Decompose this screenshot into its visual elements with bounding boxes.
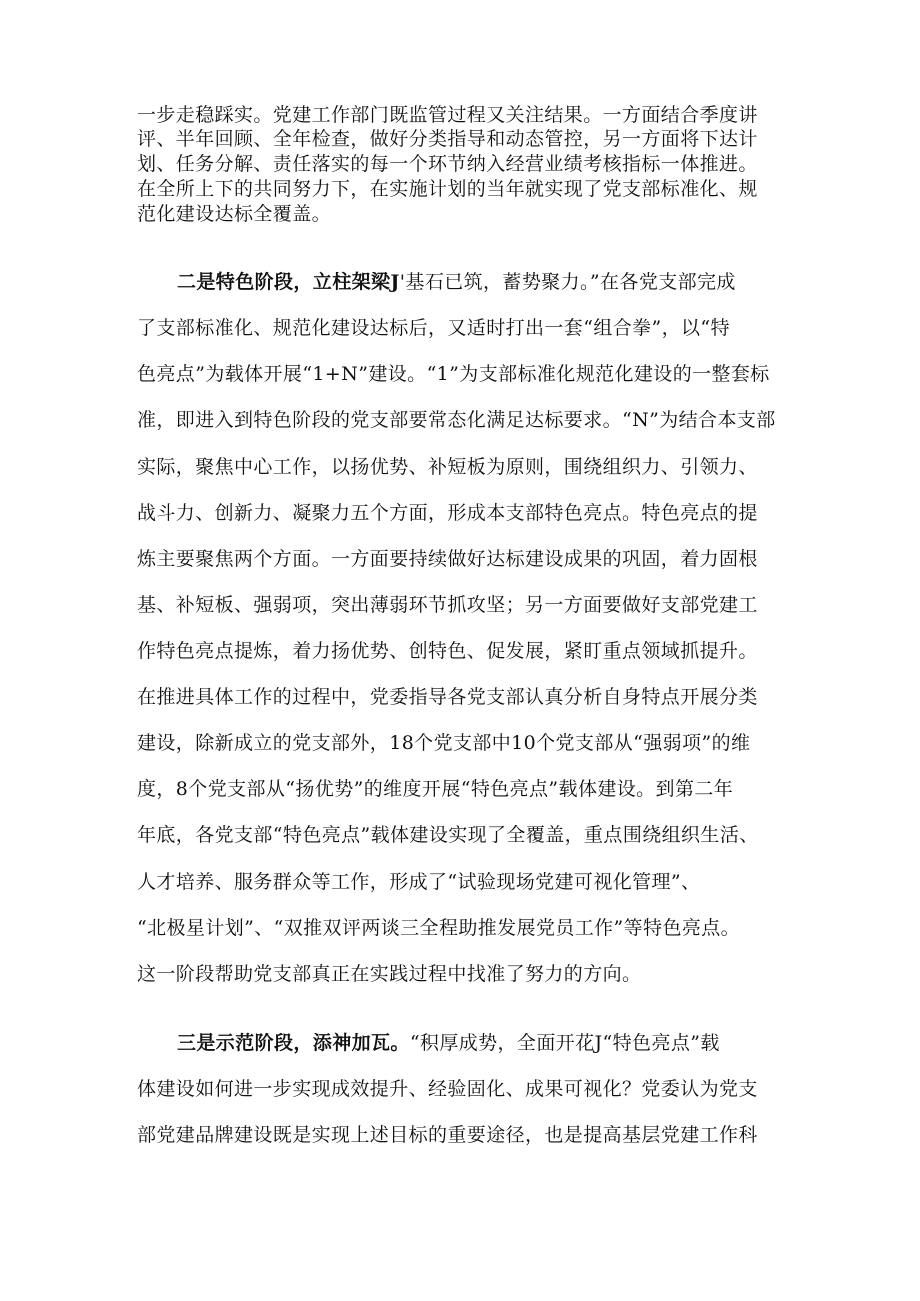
paragraph-2-line: 作特色亮点提炼，着力扬优势、创特色、促发展，紧盯重点领域抓提升。 [137,640,758,662]
paragraph-2-line: 年底，各党支部“特色亮点”载体建设实现了全覆盖，重点围绕组织生活、 [137,824,759,846]
paragraph-2-line: 色亮点”为载体开展“1+N”建设。“1”为支部标准化规范化建设的一整套标 [137,363,770,385]
paragraph-1-line: 评、半年回顾、全年检查，做好分类指导和动态管控，另一方面将下达计 [137,128,758,150]
paragraph-2-line: 准，即进入到特色阶段的党支部要常态化满足达标要求。“N”为结合本支部 [137,409,776,431]
paragraph-1-line: 一步走稳踩实。党建工作部门既监管过程又关注结果。一方面结合季度讲 [137,104,758,126]
paragraph-2-line: 建设，除新成立的党支部外，18个党支部中10个党支部从“强弱项”的维 [137,732,751,754]
paragraph-2-line: 人才培养、服务群众等工作，形成了“试验现场党建可视化管理”、 [137,871,701,893]
paragraph-3-first-line [177,1030,720,1056]
paragraph-1-line: 划、任务分解、责任落实的每一个环节纳入经营业绩考核指标一体推进。 [137,153,758,175]
paragraph-2-line: 度，8个党支部从“扬优势”的维度开展“特色亮点”载体建设。到第二年 [137,778,734,800]
paragraph-2-line: “北极星计划”、“双推双评两谈三全程助推发展党员工作”等特色亮点。 [137,917,741,939]
paragraph-2-first-line [177,269,736,295]
paragraph-2-line: 实际，聚焦中心工作，以扬优势、补短板为原则，围绕组织力、引领力、 [137,456,758,478]
paragraph-3-line: 体建设如何进一步实现成效提升、经验固化、成果可视化？党委认为党支 [137,1078,758,1100]
paragraph-3-lead: “积厚成势，全面开花J“特色亮点”载 [409,1032,720,1054]
paragraph-2-line: 了支部标准化、规范化建设达标后，又适时打出一套“组合拳”，以“特 [137,317,730,339]
paragraph-2-heading: 二是特色阶段，立柱架梁J [177,271,400,293]
paragraph-3-heading: 三是示范阶段，添神加瓦。 [177,1032,410,1054]
paragraph-3-line: 部党建品牌建设既是实现上述目标的重要途径，也是提高基层党建工作科 [137,1124,758,1146]
paragraph-2-line: 战斗力、创新力、凝聚力五个方面，形成本支部特色亮点。特色亮点的提 [137,502,758,524]
paragraph-2-lead: '基石已筑，蓄势聚力。”在各党支部完成 [399,271,736,293]
paragraph-2-line: 这一阶段帮助党支部真正在实践过程中找准了努力的方向。 [137,963,642,985]
paragraph-2-line: 炼主要聚焦两个方面。一方面要持续做好达标建设成果的巩固，着力固根 [137,548,758,570]
paragraph-2-line: 在推进具体工作的过程中，党委指导各党支部认真分析自身特点开展分类 [137,686,758,708]
paragraph-1-line: 在全所上下的共同努力下，在实施计划的当年就实现了党支部标准化、规 [137,178,758,200]
paragraph-1-line: 范化建设达标全覆盖。 [137,203,332,225]
paragraph-2-line: 基、补短板、强弱项，突出薄弱环节抓攻坚；另一方面要做好支部党建工 [137,594,758,616]
